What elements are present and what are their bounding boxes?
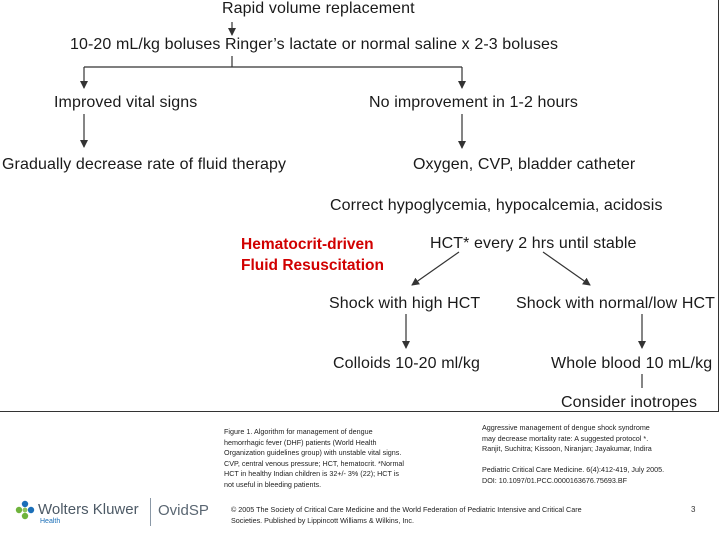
citation-line: may decrease mortality rate: A suggested protocol *.: [482, 433, 649, 443]
copyright-notice: [231, 505, 582, 526]
node-consider-inotropes: Consider inotropes: [561, 394, 698, 411]
arrow-to-shock-low: [543, 252, 590, 285]
citation-line: DOI: 10.1097/01.PCC.0000163676.75693.BF: [482, 475, 628, 485]
arrow-to-shock-high: [412, 252, 459, 285]
footer-divider: [150, 498, 151, 526]
hct-title-line1: Hematocrit-driven: [241, 236, 374, 253]
caption-line: not useful in bleeding patients.: [224, 479, 322, 489]
node-rapid-volume: Rapid volume replacement: [222, 0, 415, 17]
citation-line: [482, 455, 664, 466]
node-correct-metabolic: Correct hypoglycemia, hypocalcemia, acidosis: [330, 197, 663, 214]
node-shock-high-hct: Shock with high HCT: [329, 295, 481, 312]
node-oxygen-cvp: Oxygen, CVP, bladder catheter: [413, 156, 636, 173]
caption-line: CVP, central venous pressure; HCT, hematocrit. *Normal: [224, 458, 405, 468]
citation-line: Aggressive management of dengue shock syndrome: [482, 423, 650, 432]
caption-line: hemorrhagic fever (DHF) patients (World Health: [224, 437, 377, 447]
caption-line: HCT in healthy Indian children is 32+/- 3% (22); HCT is: [224, 469, 399, 479]
node-no-improvement: No improvement in 1-2 hours: [369, 94, 579, 111]
node-boluses: 10-20 mL/kg boluses Ringer’s lactate or normal saline x 2-3 boluses: [70, 36, 559, 53]
caption-line: Figure 1. Algorithm for management of dengue: [224, 427, 373, 436]
citation-line: Ranjit, Suchitra; Kissoon, Niranjan; Jayakumar, Indira: [482, 444, 652, 454]
publisher-name: Wolters Kluwer: [38, 501, 139, 518]
copyright-line: © 2005 The Society of Critical Care Medicine and the World Federation of Pediatric Intensive and Critical Care: [231, 505, 582, 514]
node-colloids: Colloids 10-20 ml/kg: [333, 355, 480, 372]
citation-block: [482, 423, 664, 487]
node-improved-vitals: Improved vital signs: [54, 94, 198, 111]
citation-line: Pediatric Critical Care Medicine. 6(4):412-419, July 2005.: [482, 465, 665, 475]
wolters-kluwer-emblem-icon: [14, 499, 36, 521]
publisher-subtitle: Health: [40, 518, 61, 525]
page-number: 3: [691, 505, 696, 514]
node-hct-every-2hrs: HCT* every 2 hrs until stable: [430, 235, 637, 252]
figure-caption: [224, 427, 404, 491]
copyright-line: Societies. Published by Lippincott Williams & Wilkins, Inc.: [231, 515, 414, 525]
node-decrease-rate: Gradually decrease rate of fluid therapy: [2, 156, 287, 173]
ovidsp-logo: OvidSP: [158, 502, 209, 519]
node-shock-normal-low-hct: Shock with normal/low HCT: [516, 295, 715, 312]
hct-section-title: [241, 234, 384, 276]
caption-line: Organization guidelines group) with unstable vital signs.: [224, 448, 402, 458]
node-whole-blood: Whole blood 10 mL/kg: [551, 355, 713, 372]
hct-title-line2: Fluid Resuscitation: [241, 257, 384, 274]
wolters-kluwer-logo: [14, 497, 144, 527]
